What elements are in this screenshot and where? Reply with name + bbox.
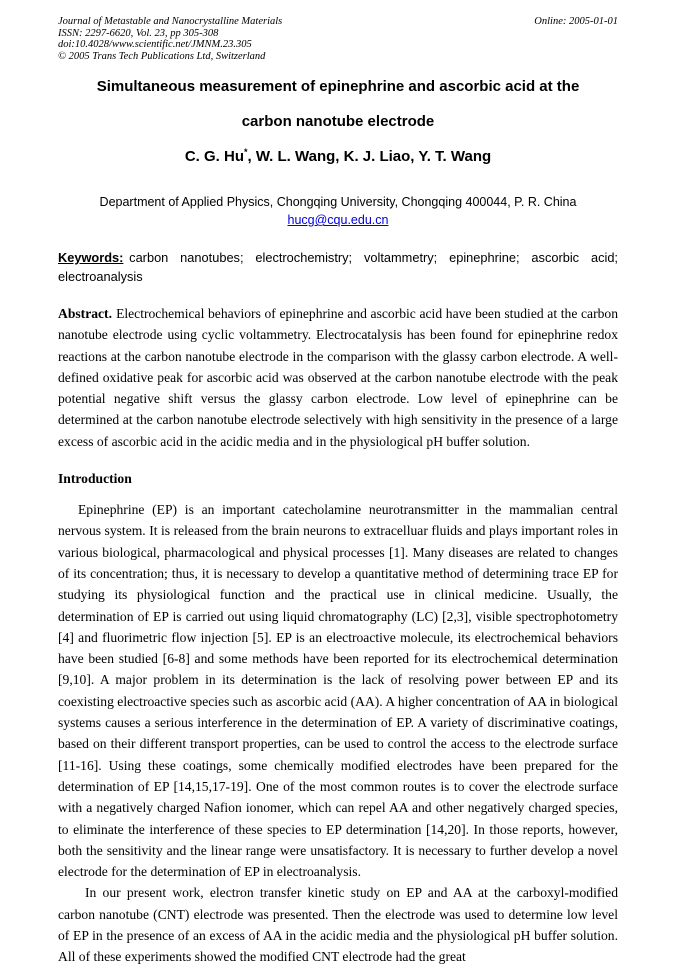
introduction-paragraph-1: Epinephrine (EP) is an important catecholamine neurotransmitter in the mammalian central nervous system. It is released from the brain neurons to extracelluar fluids and plays important roles in various biological, pharmacological and physical processes [1]. Many diseases are related to changes of its concentration; thus, it is necessary to develop a quantitative method of determining trace EP for studying its physiological function and the practical use in clinical medicine. Usually, the determination of EP is carried out using liquid chromatography (LC) [2,3], visible spectrophotometry [4] and fluorimetric flow injection [5]. EP is an electroactive molecule, its electrochemical behaviors have been studied [6-8] and some methods have been reported for its electrochemical determination [9,10]. A major problem in its determination is the lack of resolving power between EP and its coexisting electroactive species such as ascorbic acid (AA). A higher concentration of AA in biological systems causes a serious interference in the determination of EP. A variety of discriminative coatings, based on their different transport properties, can be used to control the access to the electrode surface [11-16]. Using these coatings, some chemically modified electrodes have been prepared for the determination of EP [14,15,17-19]. One of the most common routes is to cover the electrode surface with a negatively charged Nafion ionomer, which can repel AA and other negatively charged species, to eliminate the interference of these species to EP determination [14,20]. In those reports, however, both the sensitivity and the linear range were unsatisfactory. It is necessary to further develop a novel electrode for the determination of EP in electroanalysis. [58, 502, 618, 880]
abstract-text: Electrochemical behaviors of epinephrine and ascorbic acid have been studied at the carbon nanotube electrode using cyclic voltammetry. Electrocatalysis has been found for epinephrine redox reactions at the carbon nanotube electrode in the comparison with the glassy carbon electrode. A well-defined oxidative peak for ascorbic acid was observed at the carbon nanotube electrode with the peak potential negative shift versus the glassy carbon electrode. Low level of epinephrine can be determined at the carbon nanotube electrode selectively with high sensitivity in the presence of a large excess of ascorbic acid in the acidic media and in the physiological pH buffer solution. [58, 306, 618, 449]
introduction-heading: Introduction [58, 471, 132, 487]
introduction-paragraph-2: In our present work, electron transfer kinetic study on EP and AA at the carboxyl-modified carbon nanotube (CNT) electrode was presented. Then the electrode was used to determine low level of EP in the presence of an excess of AA in the acidic media and the physiological pH buffer solution. All of these experiments showed the modified CNT electrode had the great [58, 885, 618, 965]
online-date: Online: 2005-01-01 [534, 16, 618, 27]
abstract-block [58, 303, 618, 452]
journal-doi: doi:10.4028/www.scientific.net/JMNM.23.305 [58, 39, 252, 50]
keywords-label: Keywords: [58, 250, 124, 265]
authors-line [58, 148, 618, 165]
journal-name: Journal of Metastable and Nanocrystalline Materials [58, 16, 283, 27]
keywords-text: carbon nanotubes; electrochemistry; voltammetry; epinephrine; ascorbic acid; electroanalysis [58, 250, 618, 284]
journal-issn-volume: ISSN: 2297-6620, Vol. 23, pp 305-308 [58, 27, 219, 39]
email-line [58, 213, 618, 227]
journal-copyright: © 2005 Trans Tech Publications Ltd, Switzerland [58, 50, 266, 62]
paper-title-line2: carbon nanotube electrode [241, 113, 435, 130]
affiliation: Department of Applied Physics, Chongqing University, Chongqing 400044, P. R. China [99, 195, 577, 209]
journal-header [58, 16, 618, 62]
journal-info [58, 16, 282, 62]
authors-rest: , W. L. Wang, K. J. Liao, Y. T. Wang [247, 148, 492, 165]
keywords-block [58, 248, 618, 286]
corresponding-author-asterisk: * [244, 147, 248, 157]
abstract-label: Abstract. [58, 306, 112, 321]
author-first: C. G. Hu [184, 148, 244, 165]
email-link[interactable]: hucg@cqu.edu.cn [287, 213, 389, 227]
paper-title-line1: Simultaneous measurement of epinephrine and ascorbic acid at the [96, 78, 580, 95]
